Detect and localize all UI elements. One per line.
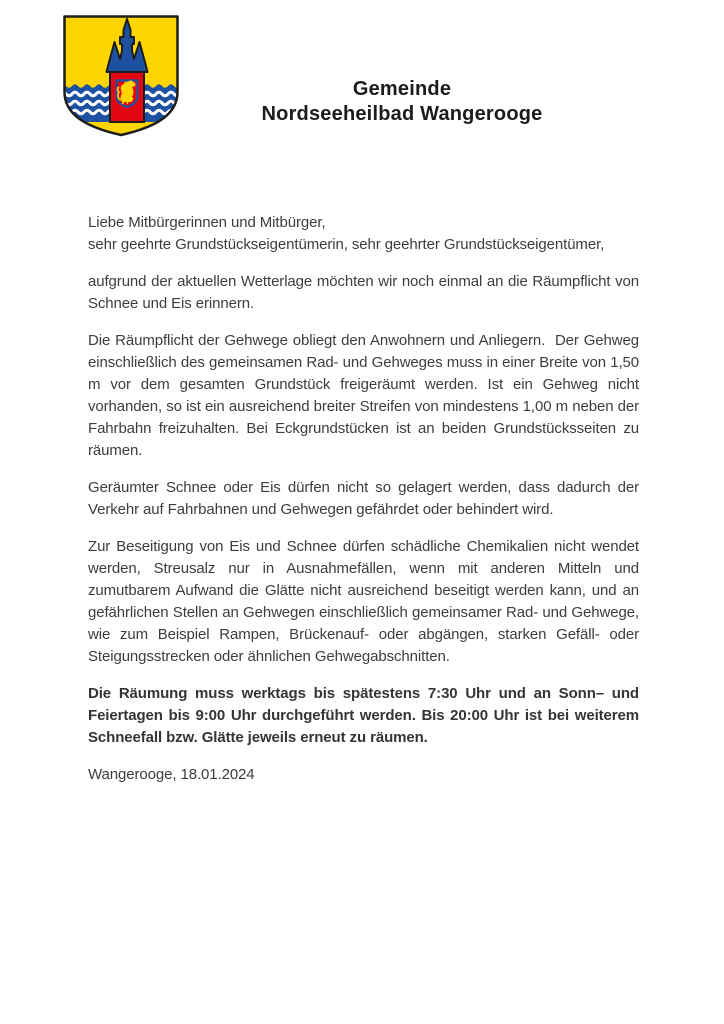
title-line-2: Nordseeheilbad Wangerooge bbox=[261, 103, 543, 125]
letter-body bbox=[88, 212, 639, 801]
paragraph-raeumzeiten: Die Räumung muss werktags bis spätestens 7:30 Uhr und an Sonn– und Feiertagen bis 9:00 Uhr durchgeführt werden. Bis 20:00 Uhr ist bei weiterem Schneefall bzw. Glätte jeweils erneut zu räumen. bbox=[88, 685, 639, 746]
salutation bbox=[88, 212, 639, 256]
paragraph-raeumpflicht: Die Räumpflicht der Gehwege obliegt den Anwohnern und Anliegern. Der Gehweg einschließlich des gemeinsamen Rad- und Gehweges muss in einer Breite von 1,50 m vor dem gesamten Grundstück freigeräumt werden. Ist ein Gehweg nicht vorhanden, so ist ein ausreichend breiter Streifen von mindestens 1,00 m neben der Fahrbahn freizuhalten. Bei Eckgrundstücken ist an beiden Grundstücksseiten zu räumen. bbox=[88, 332, 639, 459]
paragraph-chemikalien: Zur Beseitigung von Eis und Schnee dürfen schädliche Chemikalien nicht wendet werden, Streusalz nur in Ausnahmefällen, wenn mit anderen Mitteln und zumutbarem Aufwand die Glätte nicht ausreichend beseitigt werden kann, und an gefährlichen Stellen an Gehwegen einschließlich gemeinsamer Rad- und Gehwege, wie zum Beispiel Rampen, Brückenauf- oder abgängen, starken Gefäll- oder Steigungsstrecken oder ähnlichen Gehwegabschnitten. bbox=[88, 538, 639, 665]
salutation-line-1: Liebe Mitbürgerinnen und Mitbürger, bbox=[88, 214, 326, 231]
dateline: Wangerooge, 18.01.2024 bbox=[88, 766, 255, 783]
paragraph-intro: aufgrund der aktuellen Wetterlage möchten wir noch einmal an die Räumpflicht von Schnee und Eis erinnern. bbox=[88, 273, 639, 312]
title-line-1: Gemeinde bbox=[352, 78, 452, 100]
salutation-line-2: sehr geehrte Grundstückseigentümerin, sehr geehrter Grundstückseigentümer, bbox=[88, 236, 605, 253]
page-title bbox=[88, 77, 716, 127]
paragraph-schneelagerung: Geräumter Schnee oder Eis dürfen nicht so gelagert werden, dass dadurch der Verkehr auf Fahrbahnen und Gehwegen gefährdet oder behindert wird. bbox=[88, 479, 639, 518]
